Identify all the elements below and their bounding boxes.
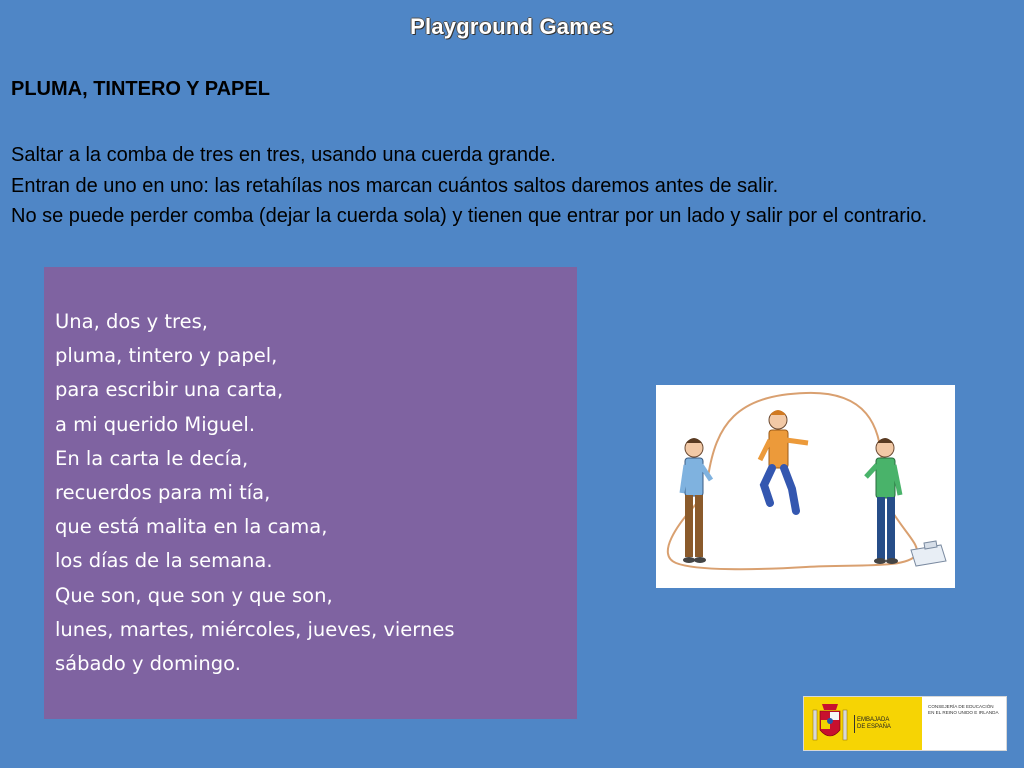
embassy-logo — [804, 697, 1006, 750]
jump-rope-illustration — [656, 385, 955, 588]
logo-text-line: EMBAJADA — [857, 717, 890, 723]
rhyme-line: sábado y domingo. — [55, 652, 241, 676]
rhyme-line: los días de la semana. — [55, 549, 273, 573]
logo-embajada-text — [857, 717, 919, 731]
logo-text-line: CONSEJERÍA DE EDUCACIÓN — [928, 704, 994, 709]
rhyme-line: recuerdos para mi tía, — [55, 481, 271, 505]
logo-text-line: DE ESPAÑA — [857, 724, 891, 730]
rhyme-line: a mi querido Miguel. — [55, 412, 256, 436]
rhyme-line: Una, dos y tres, — [55, 310, 208, 333]
description-line: Saltar a la comba de tres en tres, usando una cuerda grande. — [11, 144, 556, 166]
rhyme-line: lunes, martes, miércoles, jueves, viernes — [55, 617, 455, 641]
slide-title: Playground Games — [410, 14, 614, 39]
logo-text-line: EN EL REINO UNIDO E IRLANDA — [928, 710, 999, 715]
spanish-coat-of-arms-icon — [810, 702, 850, 750]
rhyme-line: para escribir una carta, — [55, 378, 284, 402]
logo-consejeria-text — [928, 704, 1004, 716]
rhyme-line: En la carta le decía, — [55, 446, 249, 470]
description-line: Entran de uno en uno: las retahílas nos marcan cuántos saltos daremos antes de salir. — [11, 174, 779, 197]
rhyme-box — [44, 267, 577, 719]
rhyme-line: Que son, que son y que son, — [55, 583, 333, 607]
game-title: PLUMA, TINTERO Y PAPEL — [11, 78, 270, 100]
description-line: No se puede perder comba (dejar la cuerda sola) y tienen que entrar por un lado y salir por el contrario. — [11, 205, 928, 227]
jump-rope-children-icon — [656, 385, 955, 588]
rhyme-line: que está malita en la cama, — [55, 515, 328, 539]
game-description — [11, 140, 1016, 232]
rhyme-line: pluma, tintero y papel, — [55, 344, 278, 368]
logo-divider — [854, 715, 855, 733]
